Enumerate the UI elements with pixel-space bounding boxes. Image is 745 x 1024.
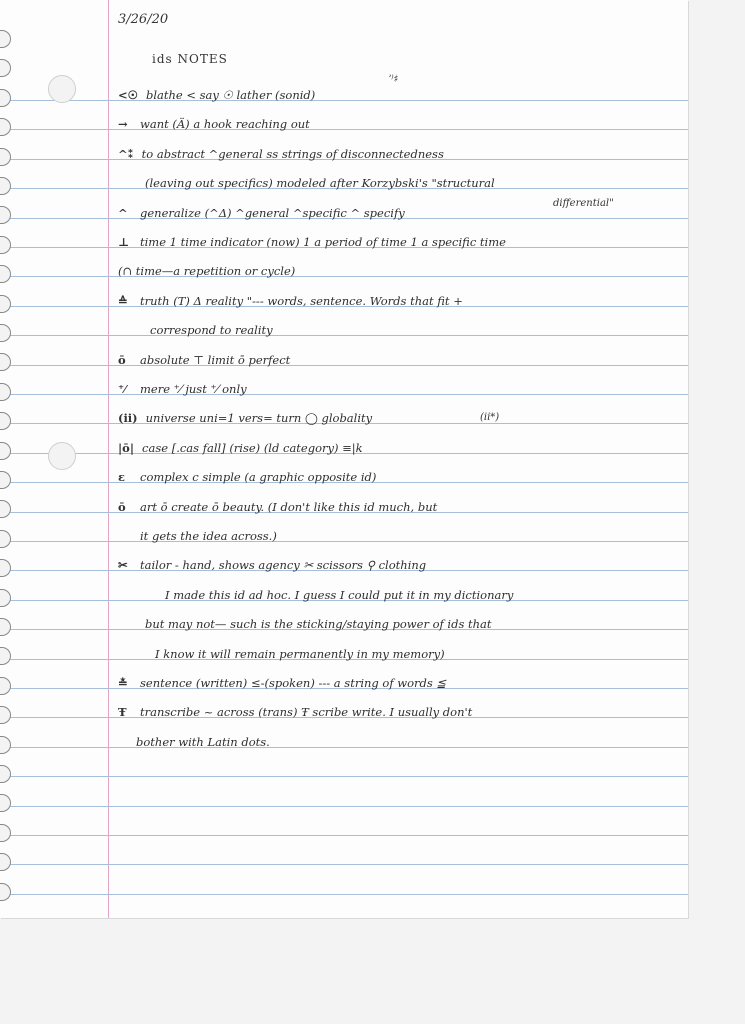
- note-line: [118, 382, 247, 396]
- punch-hole: [0, 883, 11, 901]
- note-line: [118, 558, 426, 572]
- punch-hole: [0, 736, 11, 754]
- note-text: blathe < say ☉ lather (sonid): [145, 88, 316, 102]
- id-glyph: |ō|: [118, 440, 135, 455]
- page-title: ids NOTES: [152, 52, 228, 66]
- punch-hole: [0, 618, 11, 636]
- note-line: [118, 294, 463, 308]
- id-glyph: ō: [118, 352, 126, 367]
- id-glyph: ^: [118, 205, 128, 220]
- ruled-line: [0, 747, 688, 748]
- ruled-line: [0, 100, 688, 101]
- ruled-line: [0, 776, 688, 777]
- id-glyph: ⁺⁄: [118, 382, 126, 396]
- punch-hole: [0, 383, 11, 401]
- note-text: want (Ä) a hook reaching out: [140, 117, 310, 132]
- note-line: [118, 235, 506, 249]
- id-glyph: Ŧ: [118, 705, 127, 720]
- ruled-line: [0, 835, 688, 836]
- note-line: [118, 353, 290, 367]
- note-text: but may not— such is the sticking/staying power of ids that: [145, 617, 492, 632]
- note-line: [118, 147, 444, 161]
- note-text: to abstract ^general ss strings of disconnectedness: [141, 146, 444, 161]
- punch-hole: [0, 530, 11, 548]
- note-text: complex c simple (a graphic opposite id): [140, 470, 377, 485]
- note-text: generalize (^Δ) ^general ^specific ^ specify: [140, 205, 405, 220]
- punch-hole: [0, 59, 11, 77]
- id-glyph: <☉: [118, 88, 138, 102]
- note-text: art ō create ō beauty. (I don't like this id much, but: [140, 499, 438, 514]
- ruled-line: [0, 365, 688, 366]
- sonid-annotation: ʾ⁾♯: [388, 74, 399, 85]
- note-text: I made this id ad hoc. I guess I could put it in my dictionary: [165, 587, 514, 602]
- note-line: [118, 411, 372, 425]
- ruled-line: [0, 864, 688, 865]
- punch-hole: [0, 706, 11, 724]
- binder-hole: [48, 75, 76, 103]
- punch-hole: [0, 265, 11, 283]
- note-text: time 1 time indicator (now) 1 a period of time 1 a specific time: [140, 235, 506, 249]
- punch-hole: [0, 500, 11, 518]
- note-text: (∩ time—a repetition or cycle): [118, 264, 296, 279]
- ruled-line: [0, 276, 688, 277]
- globality-annotation: (ii*): [480, 412, 500, 423]
- note-text: (leaving out specifics) modeled after Korzybski's "structural: [145, 176, 495, 191]
- note-text: it gets the idea across.): [140, 529, 277, 543]
- note-line: [145, 617, 492, 631]
- punch-hole: [0, 177, 11, 195]
- id-glyph: ✂: [118, 558, 128, 573]
- ruled-line: [0, 541, 688, 542]
- ruled-line: [0, 335, 688, 336]
- note-line: [118, 117, 310, 131]
- note-text: sentence (written) ≤-(spoken) --- a string of words ≦: [140, 676, 447, 690]
- punch-hole: [0, 647, 11, 665]
- punch-hole: [0, 148, 11, 166]
- punch-hole: [0, 295, 11, 313]
- punch-hole: [0, 89, 11, 107]
- note-line: [118, 705, 472, 719]
- punch-hole: [0, 353, 11, 371]
- id-glyph: ^⁑: [118, 146, 134, 161]
- punch-hole: [0, 824, 11, 842]
- id-glyph: ≙: [118, 293, 128, 308]
- note-line: [145, 176, 495, 190]
- note-text: tailor - hand, shows agency ✂ scissors ⚲ clothing: [140, 558, 427, 573]
- note-date: 3/26/20: [118, 12, 169, 27]
- ruled-line: [0, 394, 688, 395]
- note-line: [118, 441, 363, 455]
- id-glyph: →: [118, 117, 128, 132]
- punch-hole: [0, 589, 11, 607]
- differential-annotation: differential": [553, 198, 614, 209]
- punch-hole: [0, 853, 11, 871]
- note-text: I know it will remain permanently in my memory): [155, 646, 445, 661]
- note-line: [140, 529, 277, 543]
- note-text: mere ⁺⁄ just ⁺⁄ only: [140, 382, 247, 396]
- punch-hole: [0, 206, 11, 224]
- margin-line: [108, 0, 109, 918]
- punch-hole: [0, 412, 11, 430]
- punch-hole: [0, 118, 11, 136]
- note-text: bother with Latin dots.: [136, 734, 270, 749]
- note-line: [118, 470, 376, 484]
- note-text: case [.cas fall] (rise) (ld category) ≡|k: [142, 440, 363, 455]
- note-text: universe uni=1 vers= turn ◯ globality: [145, 411, 373, 426]
- punch-hole: [0, 471, 11, 489]
- id-glyph: ≛: [118, 676, 128, 690]
- note-text: truth (T) Δ reality "--- words, sentence. Words that fit +: [140, 293, 463, 308]
- punch-hole: [0, 30, 11, 48]
- punch-hole: [0, 765, 11, 783]
- id-glyph: ε: [118, 470, 125, 485]
- id-glyph: ⊥: [118, 235, 130, 249]
- ruled-line: [0, 129, 688, 130]
- note-line: [165, 588, 513, 602]
- note-line: [136, 735, 270, 749]
- note-text: transcribe ~ across (trans) Ŧ scribe write. I usually don't: [140, 705, 473, 720]
- punch-hole: [0, 794, 11, 812]
- note-line: [118, 264, 295, 278]
- punch-hole: [0, 236, 11, 254]
- ruled-line: [0, 894, 688, 895]
- note-line: [150, 323, 273, 337]
- note-text: absolute ⊤ limit ō perfect: [140, 352, 291, 367]
- punch-hole: [0, 559, 11, 577]
- id-glyph: (ii): [118, 411, 138, 426]
- binder-hole: [48, 442, 76, 470]
- punch-hole: [0, 442, 11, 460]
- note-text: correspond to reality: [150, 323, 273, 338]
- punch-hole: [0, 324, 11, 342]
- note-line: [118, 676, 446, 690]
- ruled-line: [0, 806, 688, 807]
- note-line: [118, 206, 405, 220]
- note-line: [155, 647, 445, 661]
- punch-hole: [0, 677, 11, 695]
- id-glyph: ō: [118, 499, 126, 514]
- note-line: [118, 500, 437, 514]
- note-line: [118, 88, 315, 102]
